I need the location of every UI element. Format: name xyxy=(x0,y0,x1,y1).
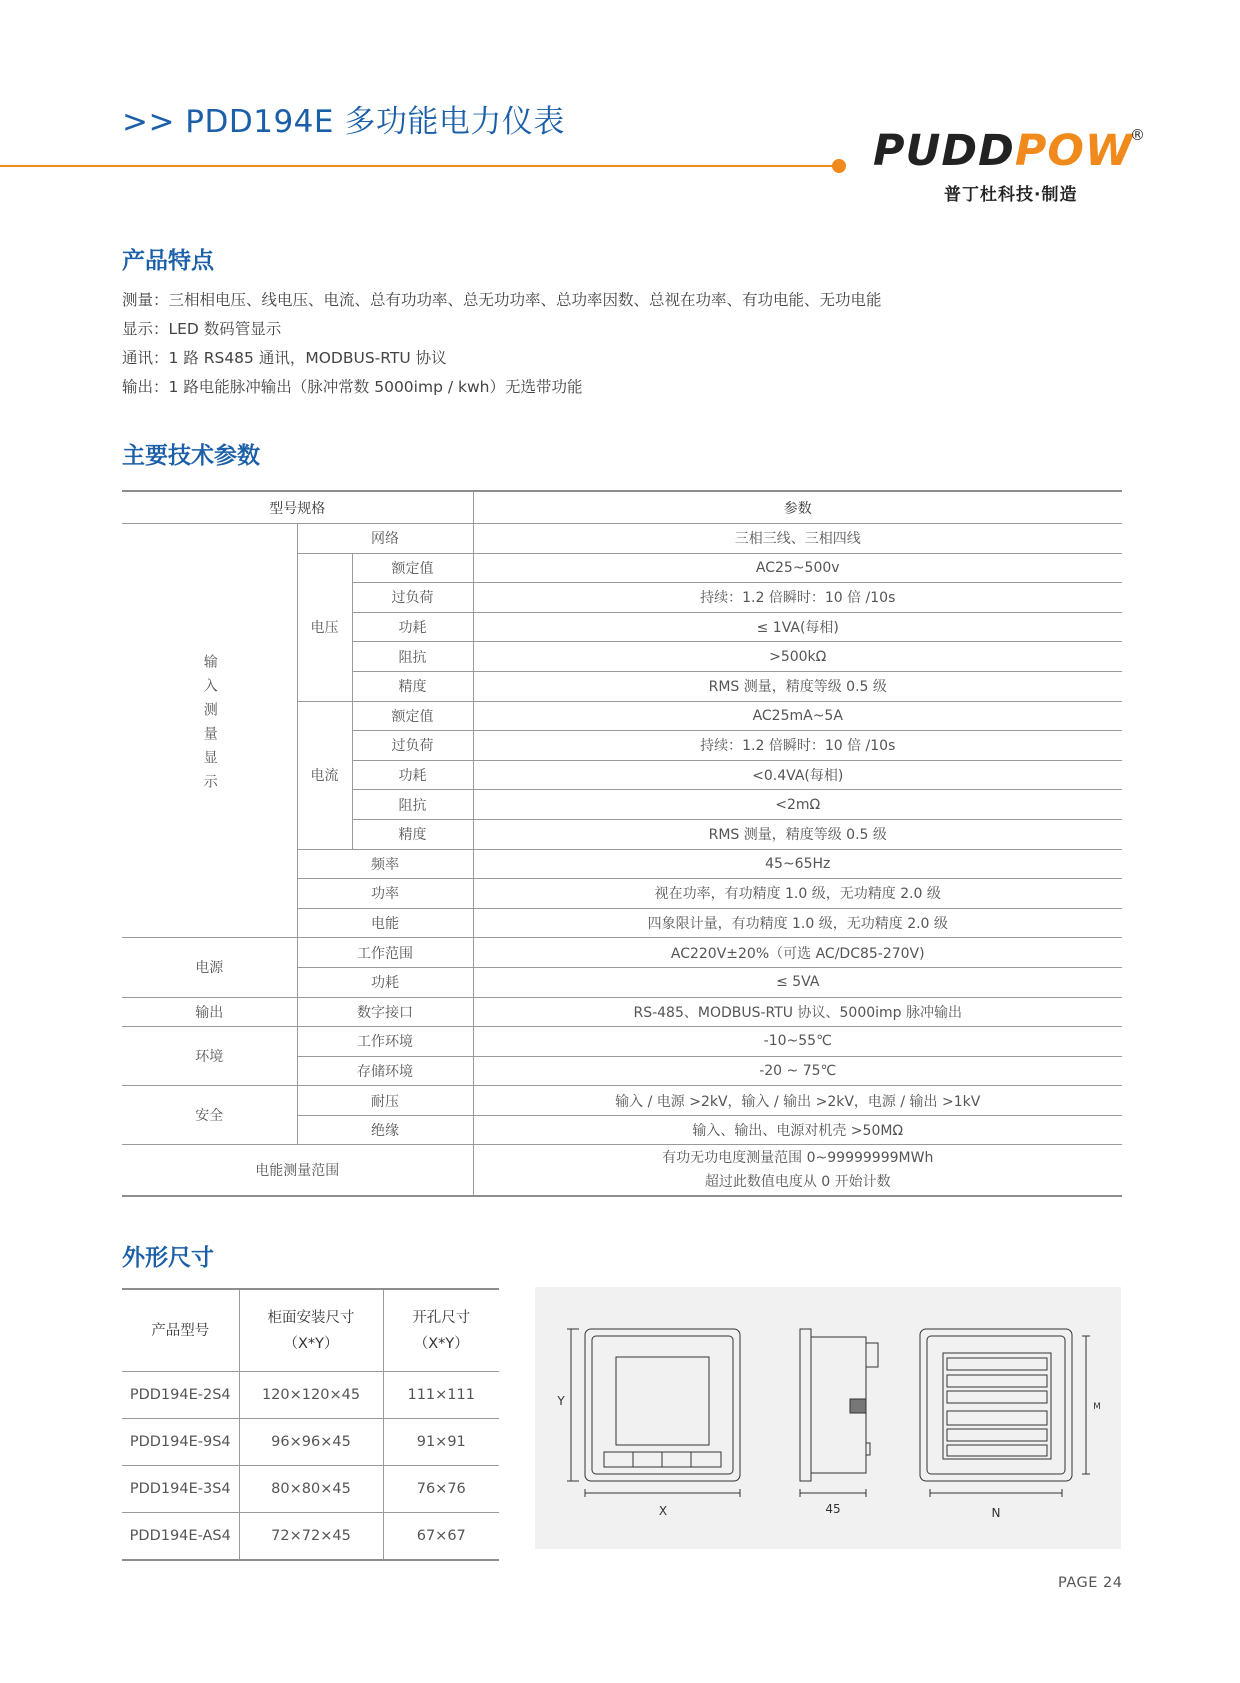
row-value: 视在功率，有功精度 1.0 级，无功精度 2.0 级 xyxy=(473,879,1122,909)
logo-subtitle: 普丁杜科技·制造 xyxy=(944,185,1078,205)
dim-cutout: 91×91 xyxy=(383,1419,499,1466)
row-label: 额定值 xyxy=(352,553,473,583)
table-row xyxy=(122,1372,499,1419)
dimensions-heading: 外形尺寸 xyxy=(122,1245,214,1271)
row-label: 精度 xyxy=(352,819,473,849)
feature-item: 输出：1 路电能脉冲输出（脉冲常数 5000imp / kwh）无选带功能 xyxy=(122,378,583,396)
row-label: 电能 xyxy=(297,908,473,938)
label-depth: 45 xyxy=(825,1502,841,1516)
group-env-label: 环境 xyxy=(122,1027,297,1086)
table-row xyxy=(122,938,1122,968)
side-view xyxy=(800,1329,878,1497)
group-output-label: 输出 xyxy=(122,997,297,1027)
row-value: ≤ 1VA(每相) xyxy=(473,612,1122,642)
dim-cutout: 67×67 xyxy=(383,1513,499,1561)
row-label: 阻抗 xyxy=(352,642,473,672)
row-value: RS-485、MODBUS-RTU 协议、5000imp 脉冲输出 xyxy=(473,997,1122,1027)
features-heading: 产品特点 xyxy=(122,248,214,274)
front-view xyxy=(567,1329,740,1497)
side-connector xyxy=(866,1343,878,1367)
spec-header-row xyxy=(122,491,1122,524)
row-value: RMS 测量，精度等级 0.5 级 xyxy=(473,671,1122,701)
specs-heading: 主要技术参数 xyxy=(122,443,260,469)
row-label: 网络 xyxy=(297,524,473,554)
row-label: 耐压 xyxy=(297,1086,473,1116)
page-number: PAGE 24 xyxy=(1058,1575,1123,1591)
dim-col-panel xyxy=(239,1289,383,1372)
front-display-window xyxy=(616,1357,709,1445)
row-label: 功耗 xyxy=(352,612,473,642)
logo-text-dark: PUDD xyxy=(873,126,1015,176)
rear-terminal-screws xyxy=(947,1445,1047,1456)
sub-voltage-label: 电压 xyxy=(297,553,352,701)
row-label: 过负荷 xyxy=(352,731,473,761)
row-value: -10~55℃ xyxy=(473,1027,1122,1057)
rear-terminal-row xyxy=(947,1375,1047,1387)
table-row xyxy=(122,1466,499,1513)
row-label: 阻抗 xyxy=(352,790,473,820)
row-value: AC220V±20%（可选 AC/DC85-270V) xyxy=(473,938,1122,968)
row-value: 输入、输出、电源对机壳 >50MΩ xyxy=(473,1115,1122,1145)
group-input-text: 输入测量显示 xyxy=(201,654,218,799)
row-value: 四象限计量，有功精度 1.0 级，无功精度 2.0 级 xyxy=(473,908,1122,938)
spec-col-model: 型号规格 xyxy=(122,491,473,524)
dim-panel: 80×80×45 xyxy=(239,1466,383,1513)
side-terminal xyxy=(866,1443,870,1455)
feature-item: 通讯：1 路 RS485 通讯，MODBUS-RTU 协议 xyxy=(122,349,447,367)
row-value: ≤ 5VA xyxy=(473,967,1122,997)
spec-table xyxy=(122,490,1122,1197)
side-clip xyxy=(850,1399,866,1413)
row-value: 持续：1.2 倍瞬时：10 倍 /10s xyxy=(473,583,1122,613)
row-label: 功耗 xyxy=(297,967,473,997)
table-row xyxy=(122,997,1122,1027)
rear-panel-inner xyxy=(927,1336,1065,1474)
dim-panel: 96×96×45 xyxy=(239,1419,383,1466)
dim-col-cutout-unit: （X*Y） xyxy=(413,1335,469,1352)
energy-range-line2: 超过此数值电度从 0 开始计数 xyxy=(704,1174,891,1191)
header-divider-dot xyxy=(832,159,846,173)
group-safety-label: 安全 xyxy=(122,1086,297,1145)
dim-model: PDD194E-3S4 xyxy=(122,1466,239,1513)
table-row xyxy=(122,1027,1122,1057)
logo-text-orange: POW xyxy=(1014,126,1134,176)
rear-view xyxy=(920,1329,1090,1497)
header-divider xyxy=(0,165,838,167)
dimension-drawing xyxy=(535,1287,1121,1549)
row-label: 精度 xyxy=(352,671,473,701)
dim-col-panel-title: 柜面安装尺寸 xyxy=(267,1309,355,1326)
spec-col-param: 参数 xyxy=(473,491,1122,524)
dimension-drawing-svg xyxy=(535,1287,1121,1549)
table-row xyxy=(122,1086,1122,1116)
energy-range-line1: 有功无功电度测量范围 0~99999999MWh xyxy=(662,1150,934,1167)
row-value: AC25~500v xyxy=(473,553,1122,583)
row-value: 持续：1.2 倍瞬时：10 倍 /10s xyxy=(473,731,1122,761)
row-value: 45~65Hz xyxy=(473,849,1122,879)
dim-header-row xyxy=(122,1289,499,1372)
row-value: >500kΩ xyxy=(473,642,1122,672)
dim-col-cutout xyxy=(383,1289,499,1372)
row-label: 额定值 xyxy=(352,701,473,731)
row-label: 过负荷 xyxy=(352,583,473,613)
dim-cutout: 111×111 xyxy=(383,1372,499,1419)
registered-mark: ® xyxy=(1130,126,1145,144)
table-row xyxy=(122,1513,499,1561)
row-value: <0.4VA(每相) xyxy=(473,760,1122,790)
label-y: Y xyxy=(557,1394,565,1408)
brand-logo xyxy=(873,127,1133,175)
energy-range-value xyxy=(473,1145,1122,1197)
dim-cutout: 76×76 xyxy=(383,1466,499,1513)
table-row xyxy=(122,1419,499,1466)
sub-current-label: 电流 xyxy=(297,701,352,849)
dim-col-cutout-title: 开孔尺寸 xyxy=(412,1309,471,1326)
rear-label-strip xyxy=(947,1411,1047,1425)
rear-terminal-strip-top xyxy=(947,1358,1047,1370)
dim-model: PDD194E-9S4 xyxy=(122,1419,239,1466)
rear-terminal-row xyxy=(947,1391,1047,1403)
row-label: 功耗 xyxy=(352,760,473,790)
dim-col-panel-unit: （X*Y） xyxy=(283,1335,339,1352)
feature-item: 显示：LED 数码管显示 xyxy=(122,320,282,338)
rear-terminal-row xyxy=(947,1429,1047,1441)
dim-model: PDD194E-AS4 xyxy=(122,1513,239,1561)
label-m: M xyxy=(1093,1402,1101,1412)
group-input-label xyxy=(122,524,297,938)
side-bezel xyxy=(800,1329,811,1481)
row-label: 数字接口 xyxy=(297,997,473,1027)
row-label: 存储环境 xyxy=(297,1056,473,1086)
table-row xyxy=(122,524,1122,554)
row-value: AC25mA~5A xyxy=(473,701,1122,731)
dim-model: PDD194E-2S4 xyxy=(122,1372,239,1419)
row-label: 绝缘 xyxy=(297,1115,473,1145)
dim-panel: 72×72×45 xyxy=(239,1513,383,1561)
row-label: 频率 xyxy=(297,849,473,879)
row-value: 三相三线、三相四线 xyxy=(473,524,1122,554)
dim-panel: 120×120×45 xyxy=(239,1372,383,1419)
row-label: 功率 xyxy=(297,879,473,909)
row-value: -20 ~ 75℃ xyxy=(473,1056,1122,1086)
dim-col-model: 产品型号 xyxy=(122,1289,239,1372)
row-value: <2mΩ xyxy=(473,790,1122,820)
group-supply-label: 电源 xyxy=(122,938,297,997)
row-value: RMS 测量，精度等级 0.5 级 xyxy=(473,819,1122,849)
rear-terminal-block xyxy=(943,1353,1051,1459)
dimensions-table xyxy=(122,1288,499,1561)
row-label: 工作环境 xyxy=(297,1027,473,1057)
row-value: 输入 / 电源 >2kV，输入 / 输出 >2kV，电源 / 输出 >1kV xyxy=(473,1086,1122,1116)
row-label: 工作范围 xyxy=(297,938,473,968)
page-title: >> PDD194E 多功能电力仪表 xyxy=(122,104,565,140)
label-x: X xyxy=(658,1504,668,1518)
table-row xyxy=(122,1145,1122,1197)
energy-range-label: 电能测量范围 xyxy=(122,1145,473,1197)
label-n: N xyxy=(991,1506,1001,1520)
feature-item: 测量：三相相电压、线电压、电流、总有功功率、总无功功率、总功率因数、总视在功率、有功电能、无功电能 xyxy=(122,291,882,309)
